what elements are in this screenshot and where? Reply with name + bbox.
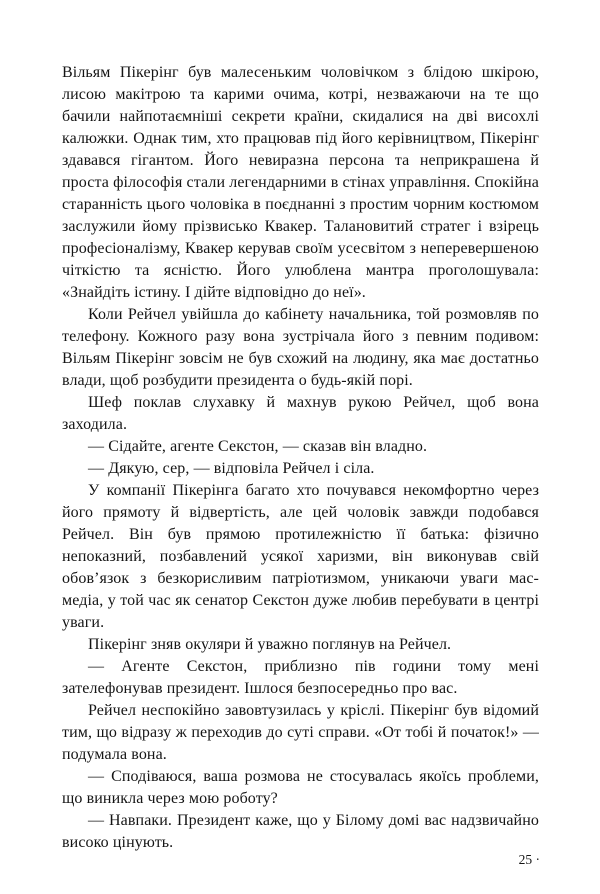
paragraph-dialogue: — Сподіваюся, ваша розмова не стосувалась якоїсь проблеми, що виникла через мою роботу? — [62, 768, 539, 807]
paragraph-dialogue: — Сідайте, агенте Секстон, — сказав він владно. — [88, 438, 428, 455]
paragraph: Шеф поклав слухавку й махнув рукою Рейчел, щоб вона заходила. — [62, 394, 539, 433]
paragraph: Коли Рейчел увійшла до кабінету начальника, той розмовляв по телефону. Кожного разу вона зустрічала його з певним подивом: Вільям Пікерінг зовсім не був схожий на людину, яка має достатньо влади, щоб розбудити президента о будь-якій порі. — [62, 306, 539, 389]
paragraph: Пікерінг зняв окуляри й уважно поглянув на Рейчел. — [88, 636, 452, 653]
paragraph-dialogue: — Навпаки. Президент каже, що у Білому домі вас надзвичайно високо цінують. — [62, 812, 539, 851]
paragraph: Вільям Пікерінг був малесеньким чоловічком з блідою шкірою, лисою макітрою та карими очима, котрі, незважаючи на те що бачили найпотаємніші секрети країни, скидалися на дві висохлі калюжки. Однак тим, хто працював під його керівництвом, Пікерінг здавався гігантом. Його невиразна персона та неприкрашена й проста філософія стали легендарними в стінах управління. Спокійна старанність цього чоловіка в поєднанні з простим чорним костюмом заслужили йому прізвисько Квакер. Талановитий стратег і взірець професіоналізму, Квакер керував своїм усесвітом з неперевершеною чіткістю та ясністю. Його улюблена мантра проголошувала: «Знайдіть істину. І дійте відповідно до неї». — [62, 64, 539, 301]
paragraph-dialogue: — Агенте Секстон, приблизно пів години тому мені зателефонував президент. Ішлося безпосередньо про вас. — [62, 658, 539, 697]
page-number: 25 · — [518, 852, 540, 867]
body-text — [62, 62, 539, 854]
paragraph: Рейчел неспокійно завовтузилась у кріслі. Пікерінг був відомий тим, що відразу ж переходив до суті справи. «От тобі й початок!» — подумала вона. — [62, 702, 539, 763]
paragraph-dialogue: — Дякую, сер, — відповіла Рейчел і сіла. — [88, 460, 375, 477]
paragraph: У компанії Пікерінга багато хто почувався некомфортно через його прямоту й відвертість, але цей чоловік завжди подобався Рейчел. Він був прямою протилежністю її батька: фізично непоказний, позбавлений усякої харизми, він виконував свій обов’язок з безкорисливим патріотизмом, уникаючи уваги мас-медіа, у той час як сенатор Секстон дуже любив перебувати в центрі уваги. — [62, 482, 539, 631]
